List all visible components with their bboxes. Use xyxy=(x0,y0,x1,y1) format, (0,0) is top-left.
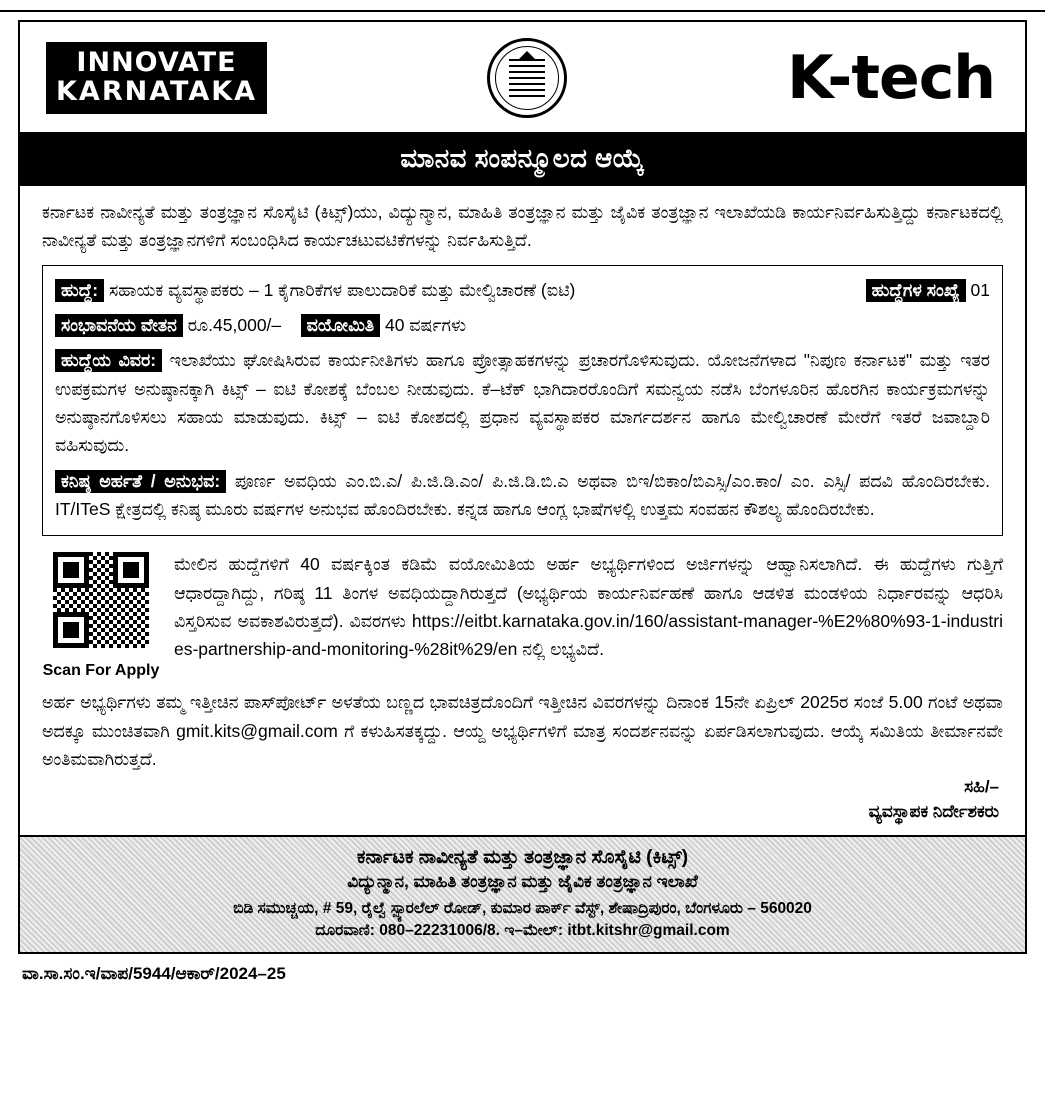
footer-org-name: ಕರ್ನಾಟಕ ನಾವೀನ್ಯತೆ ಮತ್ತು ತಂತ್ರಜ್ಞಾನ ಸೊಸೈಟಿ (ಕಿಟ್ಸ್) xyxy=(356,846,689,868)
post-title-row xyxy=(55,276,990,304)
salary-value: ರೂ.45,000/– xyxy=(187,315,282,336)
signature-line-1: ಸಹಿ/– xyxy=(964,777,999,797)
apply-paragraph-2-end: ಗೆ ಕಳುಹಿಸತಕ್ಕದ್ದು. ಆಯ್ದ ಅಭ್ಯರ್ಥಿಗಳಿಗೆ ಮಾತ್ರ ಸಂದರ್ಶನವನ್ನು ಏರ್ಪಡಿಸಲಾಗುವುದು. ಆಯ್ಕೆ ಸಮಿತಿಯ ತೀರ್ಮಾನವೇ ಅಂತಿಮವಾಗಿರುತ್ತದೆ. xyxy=(42,720,1004,770)
qualification-text: ಪೂರ್ಣ ಅವಧಿಯ ಎಂ.ಬಿ.ಎ/ ಪಿ.ಜಿ.ಡಿ.ಎಂ/ ಪಿ.ಜಿ.ಡಿ.ಬಿ.ಎ ಅಥವಾ ಬಿಇ/ಬಿಕಾಂ/ಬಿಎಸ್ಸಿ/ಎಂ.ಕಾಂ/ ಎಂ. ಎಸ್ಸಿ/ ಪದವಿ ಹೊಂದಿರಬೇಕು. IT/ITeS ಕ್ಷೇತ್ರದಲ್ಲಿ ಕನಿಷ್ಠ ಮೂರು ವರ್ಷಗಳ ಅನುಭವ ಹೊಂದಿರಬೇಕು. ಕನ್ನಡ ಹಾಗೂ ಆಂಗ್ಲ ಭಾಷೆಗಳಲ್ಲಿ ಉತ್ತಮ ಸಂವಹನ ಕೌಶಲ್ಯ ಹೊಂದಿರಬೇಕು. xyxy=(55,470,990,520)
vacancies-value: 01 xyxy=(970,279,990,300)
footer-block xyxy=(20,835,1025,952)
salary-label: ಸಂಭಾವನೆಯ ವೇತನ xyxy=(55,314,183,337)
post-details-box xyxy=(42,265,1003,537)
qr-finder-bottom-left xyxy=(53,612,89,648)
footer-phone-label: ದೂರವಾಣಿ: xyxy=(315,921,375,939)
agelimit-value: 40 ವರ್ಷಗಳು xyxy=(384,315,467,336)
apply-paragraph-1 xyxy=(174,550,1003,680)
post-name: ಸಹಾಯಕ ವ್ಯವಸ್ಥಾಪಕರು – 1 ಕೈಗಾರಿಕೆಗಳ ಪಾಲುದಾರಿಕೆ ಮತ್ತು ಮೇಲ್ವಿಚಾರಣೆ (ಐಟಿ) xyxy=(109,279,576,300)
qr-code-icon[interactable] xyxy=(51,550,151,650)
apply-paragraph-2-start: ಅರ್ಹ ಅಭ್ಯರ್ಥಿಗಳು ತಮ್ಮ ಇತ್ತೀಚಿನ ಪಾಸ್‍ಪೋರ್ಟ್ ಅಳತೆಯ ಬಣ್ಣದ ಭಾವಚಿತ್ರದೊಂದಿಗೆ ಇತ್ತೀಚಿನ ವಿವರಗಳನ್ನು ದಿನಾಂಕ 15ನೇ ಏಪ್ರಿಲ್ 2025ರ ಸಂಜೆ 5.00 ಗಂಟೆ ಅಥವಾ ಅದಕ್ಕೂ ಮುಂಚಿತವಾಗಿ xyxy=(42,692,1003,741)
agelimit-label: ವಯೋಮಿತಿ xyxy=(301,314,381,337)
footer-contact xyxy=(40,922,1005,940)
intro-paragraph: ಕರ್ನಾಟಕ ನಾವೀನ್ಯತೆ ಮತ್ತು ತಂತ್ರಜ್ಞಾನ ಸೊಸೈಟಿ (ಕಿಟ್ಸ್)ಯು, ವಿದ್ಯುನ್ಮಾನ, ಮಾಹಿತಿ ತಂತ್ರಜ್ಞಾನ ಮತ್ತು ಜೈವಿಕ ತಂತ್ರಜ್ಞಾನ ಇಲಾಖೆಯಡಿ ಕಾರ್ಯನಿರ್ವಹಿಸುತ್ತಿದ್ದು ಕರ್ನಾಟಕದಲ್ಲಿ ನಾವೀನ್ಯತೆ ಮತ್ತು ತಂತ್ರಜ್ಞಾನಗಳಿಗೆ ಸಂಬಂಧಿಸಿದ ಕಾರ್ಯಚಟುವಟಿಕೆಗಳನ್ನು ನಿರ್ವಹಿಸುತ್ತಿದೆ. xyxy=(42,202,1003,251)
footer-email-label: ಇ–ಮೇಲ್: xyxy=(504,921,564,939)
apply-paragraph-1-text: ಮೇಲಿನ ಹುದ್ದೆಗಳಿಗೆ 40 ವರ್ಷಕ್ಕಿಂತ ಕಡಿಮೆ ವಯೋಮಿತಿಯ ಅರ್ಹ ಅಭ್ಯರ್ಥಿಗಳಿಂದ ಅರ್ಜಿಗಳನ್ನು ಆಹ್ವಾನಿಸಲಾಗಿದೆ. ಈ ಹುದ್ದೆಗಳು ಗುತ್ತಿಗೆ ಆಧಾರದ್ದಾಗಿದ್ದು, ಗರಿಷ್ಠ 11 ತಿಂಗಳ ಅವಧಿಯದ್ದಾಗಿರುತ್ತದೆ (ಅಭ್ಯರ್ಥಿಯ ಕಾರ್ಯನಿರ್ವಹಣೆ ಹಾಗೂ ಆಡಳಿತ ಮಂಡಳಿಯ ನಿರ್ಧಾರವನ್ನು ಆಧರಿಸಿ ವಿಸ್ತರಿಸುವ ಅವಕಾಶವಿರುತ್ತದೆ). ವಿವರಗಳು xyxy=(174,554,1003,632)
qualification-block xyxy=(55,467,990,524)
application-url[interactable]: https://eitbt.karnataka.gov.in/160/assistant-manager-%E2%80%93-1-industries-partnership-and-monitoring-%28it%29/en xyxy=(174,611,1003,660)
signature-block xyxy=(20,773,1025,834)
apply-section xyxy=(20,536,1025,686)
footer-email[interactable]: itbt.kitshr@gmail.com xyxy=(567,921,730,939)
reference-number: ವಾ.ಸಾ.ಸಂ.ಇ/ವಾಪ/5944/ಆಕಾರ್/2024–25 xyxy=(22,963,286,983)
qr-finder-top-right xyxy=(113,552,149,588)
innovate-logo-line1: INNOVATE xyxy=(76,47,237,79)
post-label: ಹುದ್ದೆ: xyxy=(55,279,104,302)
footer-address: ಬಿಡಿ ಸಮುಚ್ಚಯ, # 59, ರೈಲ್ವೆ ಸ್ಪ್ಯಾರಲೆಲ್ ರೋಡ್, ಕುಮಾರ ಪಾರ್ಕ್ ವೆಸ್ಟ್, ಶೇಷಾದ್ರಿಪುರಂ, ಬೆಂಗಳೂರು – 560020 xyxy=(233,899,812,917)
apply-paragraph-2 xyxy=(20,686,1025,773)
logo-row xyxy=(20,22,1025,134)
page-title: ಮಾನವ ಸಂಪನ್ಮೂಲದ ಆಯ್ಕೆ xyxy=(20,134,1025,186)
vacancies-label: ಹುದ್ದೆಗಳ ಸಂಖ್ಯೆ xyxy=(866,279,966,302)
footer-department: ವಿದ್ಯುನ್ಮಾನ, ಮಾಹಿತಿ ತಂತ್ರಜ್ಞಾನ ಮತ್ತು ಜೈವಿಕ ತಂತ್ರಜ್ಞಾನ ಇಲಾಖೆ xyxy=(347,871,698,891)
qualification-label: ಕನಿಷ್ಠ ಅರ್ಹತೆ / ಅನುಭವ: xyxy=(55,470,226,493)
page-top-rule xyxy=(0,0,1045,12)
signature-line-2: ವ್ಯವಸ್ಥಾಪಕ ನಿರ್ದೇಶಕರು xyxy=(868,802,999,822)
duties-text: ಇಲಾಖೆಯು ಘೋಷಿಸಿರುವ ಕಾರ್ಯನೀತಿಗಳು ಹಾಗೂ ಪ್ರೋತ್ಸಾಹಕಗಳನ್ನು ಪ್ರಚಾರಗೊಳಿಸುವುದು. ಯೋಜನೆಗಳಾದ "ನಿಪುಣ ಕರ್ನಾಟಕ" ಮತ್ತು ಇತರ ಉಪಕ್ರಮಗಳ ಅನುಷ್ಠಾನಕ್ಕಾಗಿ ಕಿಟ್ಸ್ – ಐಟಿ ಕೋಶಕ್ಕೆ ಬೆಂಬಲ ನೀಡುವುದು. ಕೆ–ಟೆಕ್ ಭಾಗಿದಾರರೊಂದಿಗೆ ಸಮನ್ವಯ ನಡೆಸಿ ಬೆಂಗಳೂರಿನ ಹೊರಗಿನ ಕಾರ್ಯಕ್ರಮಗಳನ್ನು ಅನುಷ್ಠಾನಗೊಳಿಸಲು ಸಹಾಯ ಮಾಡುವುದು. ಕಿಟ್ಸ್ – ಐಟಿ ಕೋಶದಲ್ಲಿ ಪ್ರಧಾನ ವ್ಯವಸ್ಥಾಪಕರ ಮಾರ್ಗದರ್ಶನ ಹಾಗೂ ಮೇಲ್ವಿಚಾರಣೆ ಮೇರೆಗೆ ಇತರೆ ಜವಾಬ್ದಾರಿ ವಹಿಸುವುದು. xyxy=(55,350,990,456)
salary-age-row xyxy=(55,311,990,339)
qr-column xyxy=(42,550,160,680)
innovate-karnataka-logo xyxy=(46,42,267,113)
duties-block xyxy=(55,346,990,459)
duties-label: ಹುದ್ದೆಯ ವಿವರ: xyxy=(55,349,162,372)
qr-caption: Scan For Apply xyxy=(42,662,160,680)
ktech-logo: K-tech xyxy=(787,43,995,113)
apply-paragraph-1-end: ನಲ್ಲಿ ಲಭ್ಯವಿದೆ. xyxy=(522,639,604,660)
footer-phone: 080–22231006/8. xyxy=(379,921,500,939)
apply-email[interactable]: gmit.kits@gmail.com xyxy=(176,720,338,741)
innovate-logo-line2: KARNATAKA xyxy=(56,75,258,107)
karnataka-government-emblem-icon xyxy=(487,38,567,118)
advertisement-box xyxy=(18,20,1027,954)
qr-finder-top-left xyxy=(53,552,89,588)
emblem-inner-shape xyxy=(509,55,545,101)
